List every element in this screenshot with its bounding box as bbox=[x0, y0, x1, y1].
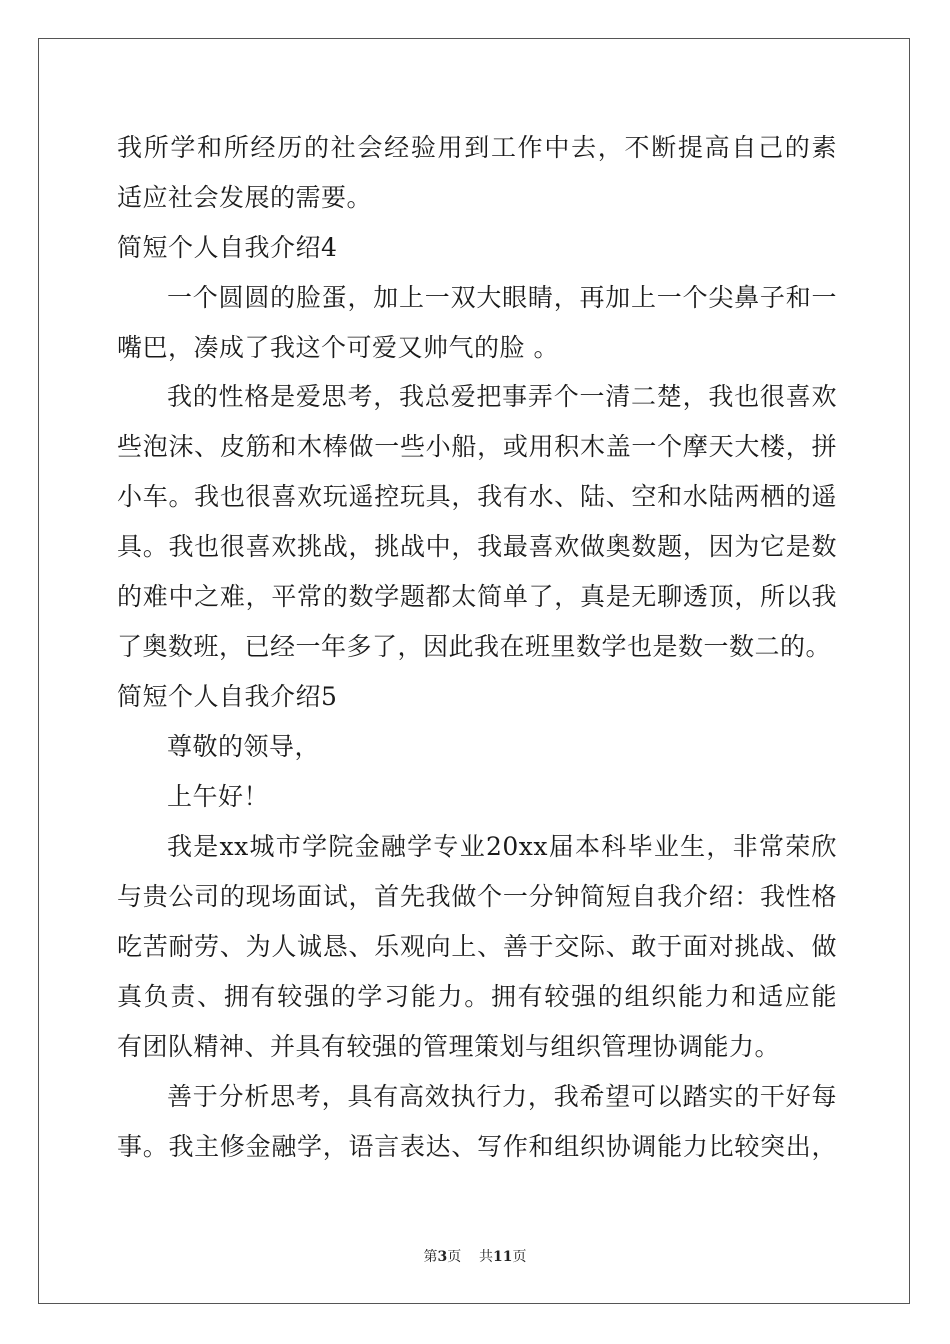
section-heading: 简短个人自我介绍5 bbox=[117, 682, 338, 711]
paragraph-line: 上午好！ bbox=[167, 782, 270, 811]
footer-page-prefix: 第 bbox=[423, 1249, 438, 1265]
footer-total-number: 11 bbox=[493, 1249, 513, 1265]
paragraph-line: 适应社会发展的需要。 bbox=[117, 183, 373, 212]
footer-page-number: 3 bbox=[437, 1249, 448, 1265]
paragraph-line: 一个圆圆的脸蛋，加上一双大眼睛，再加上一个尖鼻子和一 bbox=[167, 283, 837, 312]
paragraph-line: 嘴巴，凑成了我这个可爱又帅气的脸 。 bbox=[117, 333, 559, 362]
paragraph-line: 真负责、拥有较强的学习能力。拥有较强的组织能力和适应能 bbox=[117, 982, 837, 1011]
footer-page-suffix: 页 bbox=[447, 1249, 462, 1265]
paragraph-line: 有团队精神、并具有较强的管理策划与组织管理协调能力。 bbox=[117, 1032, 781, 1061]
footer-total-suffix: 页 bbox=[512, 1249, 527, 1265]
paragraph-line: 吃苦耐劳、为人诚恳、乐观向上、善于交际、敢于面对挑战、做 bbox=[117, 932, 837, 961]
paragraph-line: 事。我主修金融学，语言表达、写作和组织协调能力比较突出， bbox=[117, 1132, 837, 1161]
paragraph-line: 善于分析思考，具有高效执行力，我希望可以踏实的干好每 bbox=[167, 1082, 837, 1111]
paragraph-line: 尊敬的领导， bbox=[167, 732, 321, 761]
paragraph-line: 的难中之难，平常的数学题都太简单了，真是无聊透顶，所以我 bbox=[117, 582, 837, 611]
section-heading: 简短个人自我介绍4 bbox=[117, 233, 338, 262]
paragraph-line: 与贵公司的现场面试，首先我做个一分钟简短自我介绍：我性格 bbox=[117, 882, 837, 911]
paragraph-line: 我所学和所经历的社会经验用到工作中去，不断提高自己的素 bbox=[117, 133, 837, 162]
paragraph-line: 具。我也很喜欢挑战，挑战中，我最喜欢做奥数题，因为它是数 bbox=[117, 532, 837, 561]
paragraph-line: 了奥数班，已经一年多了，因此我在班里数学也是数一数二的。 bbox=[117, 632, 832, 661]
paragraph-line: 我是xx城市学院金融学专业20xx届本科毕业生，非常荣欣 bbox=[167, 832, 837, 861]
paragraph-line: 我的性格是爱思考，我总爱把事弄个一清二楚，我也很喜欢 bbox=[167, 382, 837, 411]
page-footer bbox=[0, 1248, 950, 1266]
paragraph-line: 小车。我也很喜欢玩遥控玩具，我有水、陆、空和水陆两栖的遥 bbox=[117, 482, 837, 511]
footer-total-prefix: 共 bbox=[479, 1249, 494, 1265]
page-border bbox=[38, 38, 910, 1304]
paragraph-line: 些泡沫、皮筋和木棒做一些小船，或用积木盖一个摩天大楼，拼 bbox=[117, 432, 837, 461]
